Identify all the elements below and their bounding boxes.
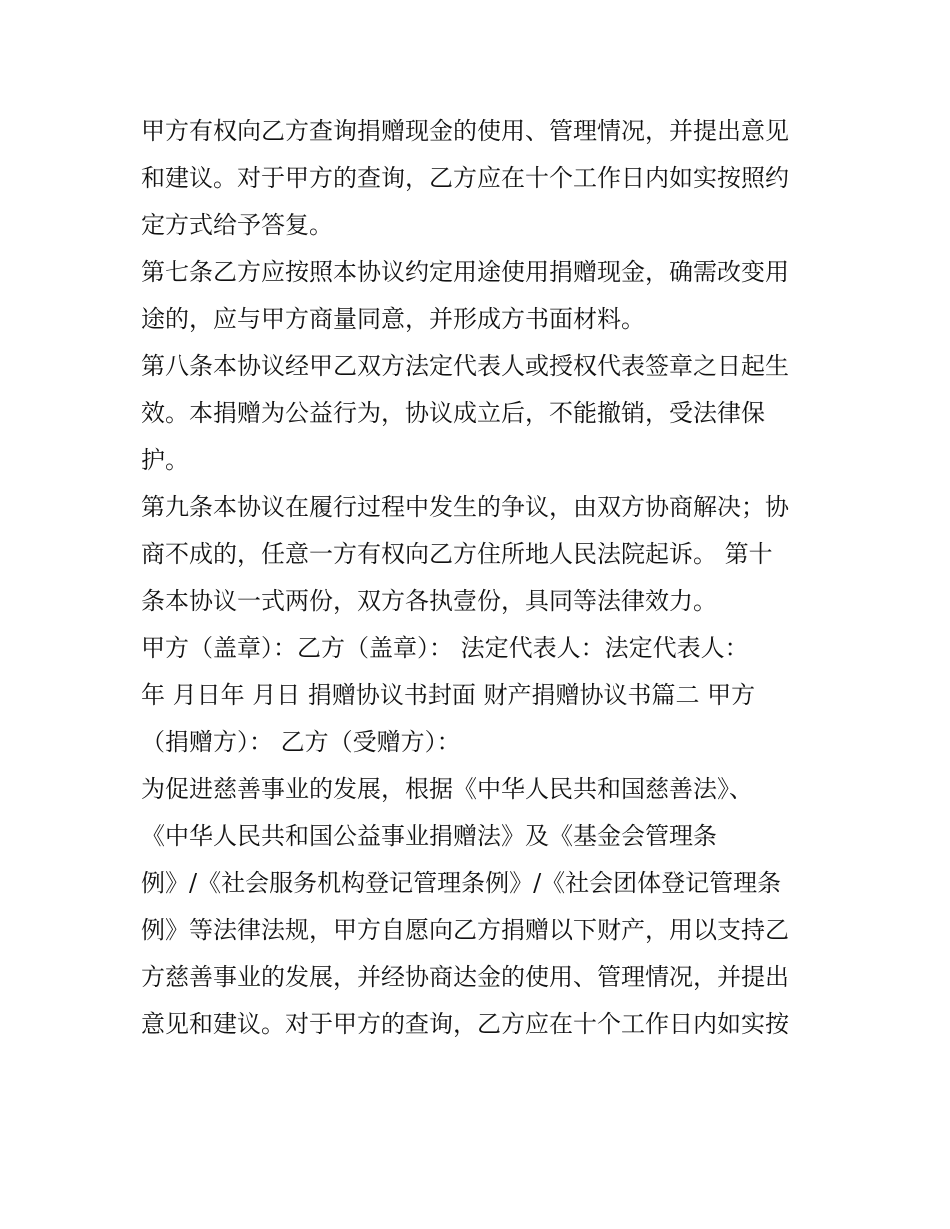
text-line: 为促进慈善事业的发展，根据《中华人民共和国慈善法》、 [141,775,753,803]
text-line: 年 月日年 月日 捐赠协议书封面 财产捐赠协议书篇二 甲方 [141,681,756,709]
text-line: 意见和建议。对于甲方的查询，乙方应在十个工作日内如实按 [141,1010,789,1038]
text-line: 商不成的，任意一方有权向乙方住所地人民法院起诉。 第十 [141,540,773,568]
text-line: 定方式给予答复。 [141,211,333,239]
text-line: 例》等法律法规，甲方自愿向乙方捐赠以下财产，用以支持乙 [141,916,789,944]
text-line: 甲方有权向乙方查询捐赠现金的使用、管理情况，并提出意见 [141,117,789,145]
text-line: 第八条本协议经甲乙双方法定代表人或授权代表签章之日起生 [141,352,789,380]
text-line: 甲方（盖章）：乙方（盖章）： 法定代表人：法定代表人： [141,634,749,662]
text-line: 方慈善事业的发展，并经协商达金的使用、管理情况，并提出 [141,963,789,991]
text-line: 第九条本协议在履行过程中发生的争议，由双方协商解决；协 [141,493,789,521]
text-line: 和建议。对于甲方的查询，乙方应在十个工作日内如实按照约 [141,164,789,192]
text-line: 第七条乙方应按照本协议约定用途使用捐赠现金，确需改变用 [141,258,789,286]
text-line: 例》/《社会服务机构登记管理条例》/《社会团体登记管理条 [141,869,782,897]
text-line: 条本协议一式两份，双方各执壹份，具同等法律效力。 [141,587,717,615]
text-line: 《中华人民共和国公益事业捐赠法》及《基金会管理条 [141,822,717,850]
document-body [141,108,821,1048]
text-line: 途的，应与甲方商量同意，并形成方书面材料。 [141,305,645,333]
text-line: 护。 [141,446,189,474]
text-line: （捐赠方）： 乙方（受赠方）： [141,728,461,756]
text-line: 效。本捐赠为公益行为，协议成立后，不能撤销，受法律保 [141,399,765,427]
